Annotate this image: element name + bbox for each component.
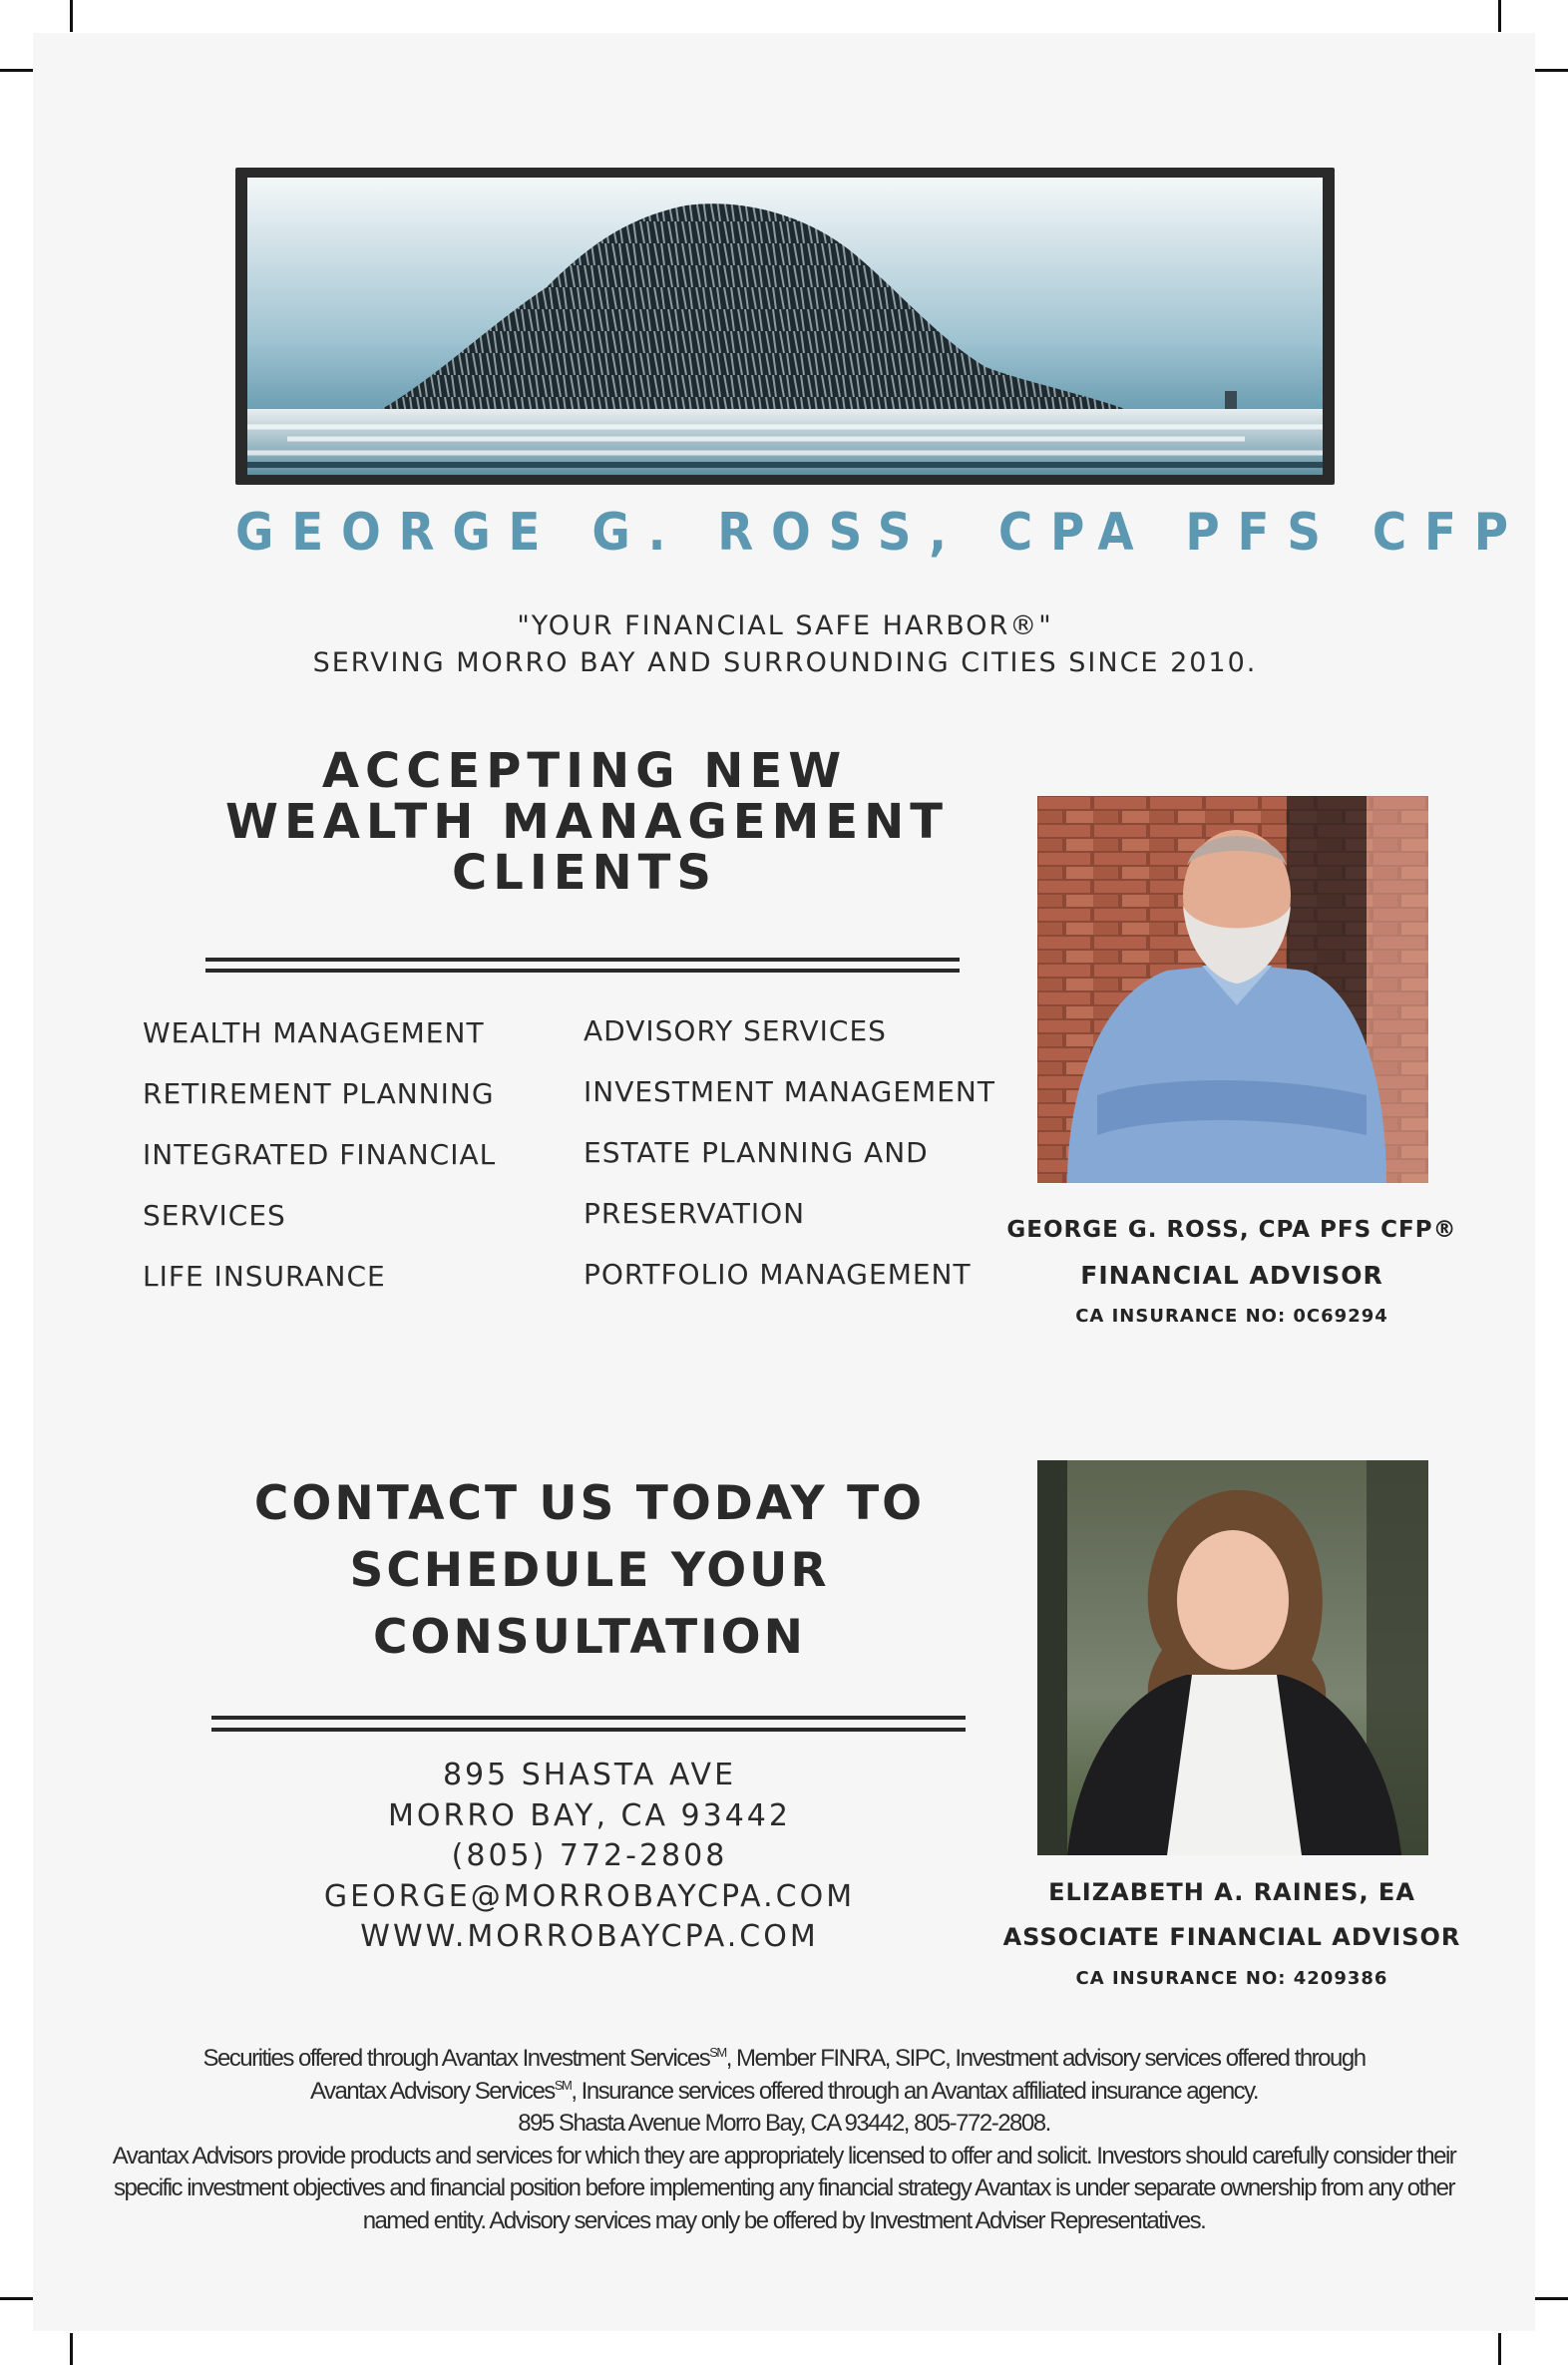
- crop-mark: [1498, 2333, 1501, 2365]
- disclaimer-text: Securities offered through Avantax Investment Services: [202, 2045, 710, 2072]
- service-item: ESTATE PLANNING AND: [584, 1136, 929, 1169]
- tagline-slogan: "YOUR FINANCIAL SAFE HARBOR®": [517, 610, 1053, 641]
- divider: [205, 958, 960, 962]
- advisor-card-george: [987, 1208, 1476, 1336]
- divider: [211, 1716, 966, 1720]
- disclaimer-advisory: [100, 2076, 1468, 2109]
- disclaimer-body: Avantax Advisors provide products and services for which they are appropriately licensed to offer and solicit. Investors should carefully consider their specific investment objectives and financial position before implementing any financial strategy Avantax is under separate ownership from any other named entity. Advisory services may only be offered by Investment Adviser Representatives.: [112, 2142, 1456, 2234]
- heading-line: ACCEPTING NEW: [321, 743, 848, 799]
- disclaimer-address: 895 Shasta Avenue Morro Bay, CA 93442, 805-772-2808.: [518, 2110, 1050, 2137]
- contact-block: [265, 1756, 914, 1958]
- crop-mark: [1535, 2297, 1568, 2300]
- george-ross-portrait: [1037, 796, 1428, 1183]
- advisor-card-elizabeth: [987, 1870, 1476, 1998]
- services-list-right: [584, 1011, 995, 1316]
- address-street: 895 SHASTA AVE: [442, 1758, 737, 1792]
- heading-line: CLIENTS: [452, 845, 717, 901]
- heading-line: CONSULTATION: [373, 1610, 806, 1665]
- service-item: LIFE INSURANCE: [143, 1260, 386, 1293]
- elizabeth-raines-portrait: [1037, 1460, 1428, 1855]
- crop-mark: [1498, 0, 1501, 32]
- service-item: SERVICES: [143, 1199, 286, 1232]
- accepting-clients-heading: [225, 743, 950, 901]
- heading-line: WEALTH MANAGEMENT: [225, 794, 950, 850]
- services-list-left: [143, 1013, 496, 1318]
- crop-mark: [70, 2333, 73, 2365]
- logo-banner: [235, 168, 1335, 485]
- website-link[interactable]: WWW.MORROBAYCPA.COM: [360, 1919, 819, 1954]
- advisor-insurance-number: CA INSURANCE NO: 4209386: [1075, 1968, 1388, 1989]
- phone-number[interactable]: (805) 772-2808: [451, 1838, 728, 1873]
- address-city: MORRO BAY, CA 93442: [388, 1797, 791, 1833]
- disclaimer-securities: [100, 2043, 1468, 2076]
- brand-name: GEORGE G. ROSS, CPA PFS CFP: [235, 503, 1526, 563]
- morro-rock-illustration: [247, 178, 1323, 475]
- service-mark: SM: [709, 2045, 726, 2060]
- divider: [211, 1728, 966, 1732]
- email-link[interactable]: GEORGE@MORROBAYCPA.COM: [323, 1878, 856, 1914]
- advisor-insurance-number: CA INSURANCE NO: 0C69294: [1075, 1306, 1388, 1327]
- service-mark: SM: [554, 2077, 572, 2093]
- service-item: INVESTMENT MANAGEMENT: [584, 1075, 995, 1108]
- disclaimer-text: , Insurance services offered through an Avantax affiliated insurance agency.: [571, 2077, 1259, 2105]
- service-item: PRESERVATION: [584, 1197, 806, 1230]
- advisor-name: GEORGE G. ROSS, CPA PFS CFP®: [1006, 1217, 1457, 1243]
- service-item: WEALTH MANAGEMENT: [143, 1016, 485, 1049]
- crop-mark: [1535, 69, 1568, 72]
- crop-mark: [0, 2297, 33, 2300]
- service-item: PORTFOLIO MANAGEMENT: [584, 1258, 972, 1291]
- legal-disclaimer: [100, 2043, 1468, 2237]
- disclaimer-text: , Member FINRA, SIPC, Investment advisory services offered through: [725, 2045, 1366, 2072]
- disclaimer-text: Avantax Advisory Services: [309, 2077, 555, 2105]
- advisor-name: ELIZABETH A. RAINES, EA: [1048, 1878, 1415, 1906]
- tagline-service-area: SERVING MORRO BAY AND SURROUNDING CITIES SINCE 2010.: [312, 647, 1258, 678]
- elizabeth-raines-photo: [1037, 1460, 1428, 1855]
- contact-cta-heading: [225, 1470, 954, 1671]
- crop-mark: [70, 0, 73, 32]
- service-item: INTEGRATED FINANCIAL: [143, 1138, 497, 1171]
- george-ross-photo: [1037, 796, 1428, 1183]
- crop-mark: [0, 69, 33, 72]
- advisor-title: ASSOCIATE FINANCIAL ADVISOR: [1002, 1923, 1461, 1951]
- divider: [205, 969, 960, 973]
- advisor-title: FINANCIAL ADVISOR: [1080, 1261, 1383, 1290]
- heading-line: SCHEDULE YOUR: [349, 1543, 830, 1598]
- service-item: RETIREMENT PLANNING: [143, 1077, 495, 1110]
- heading-line: CONTACT US TODAY TO: [253, 1476, 926, 1531]
- service-item: ADVISORY SERVICES: [584, 1014, 887, 1047]
